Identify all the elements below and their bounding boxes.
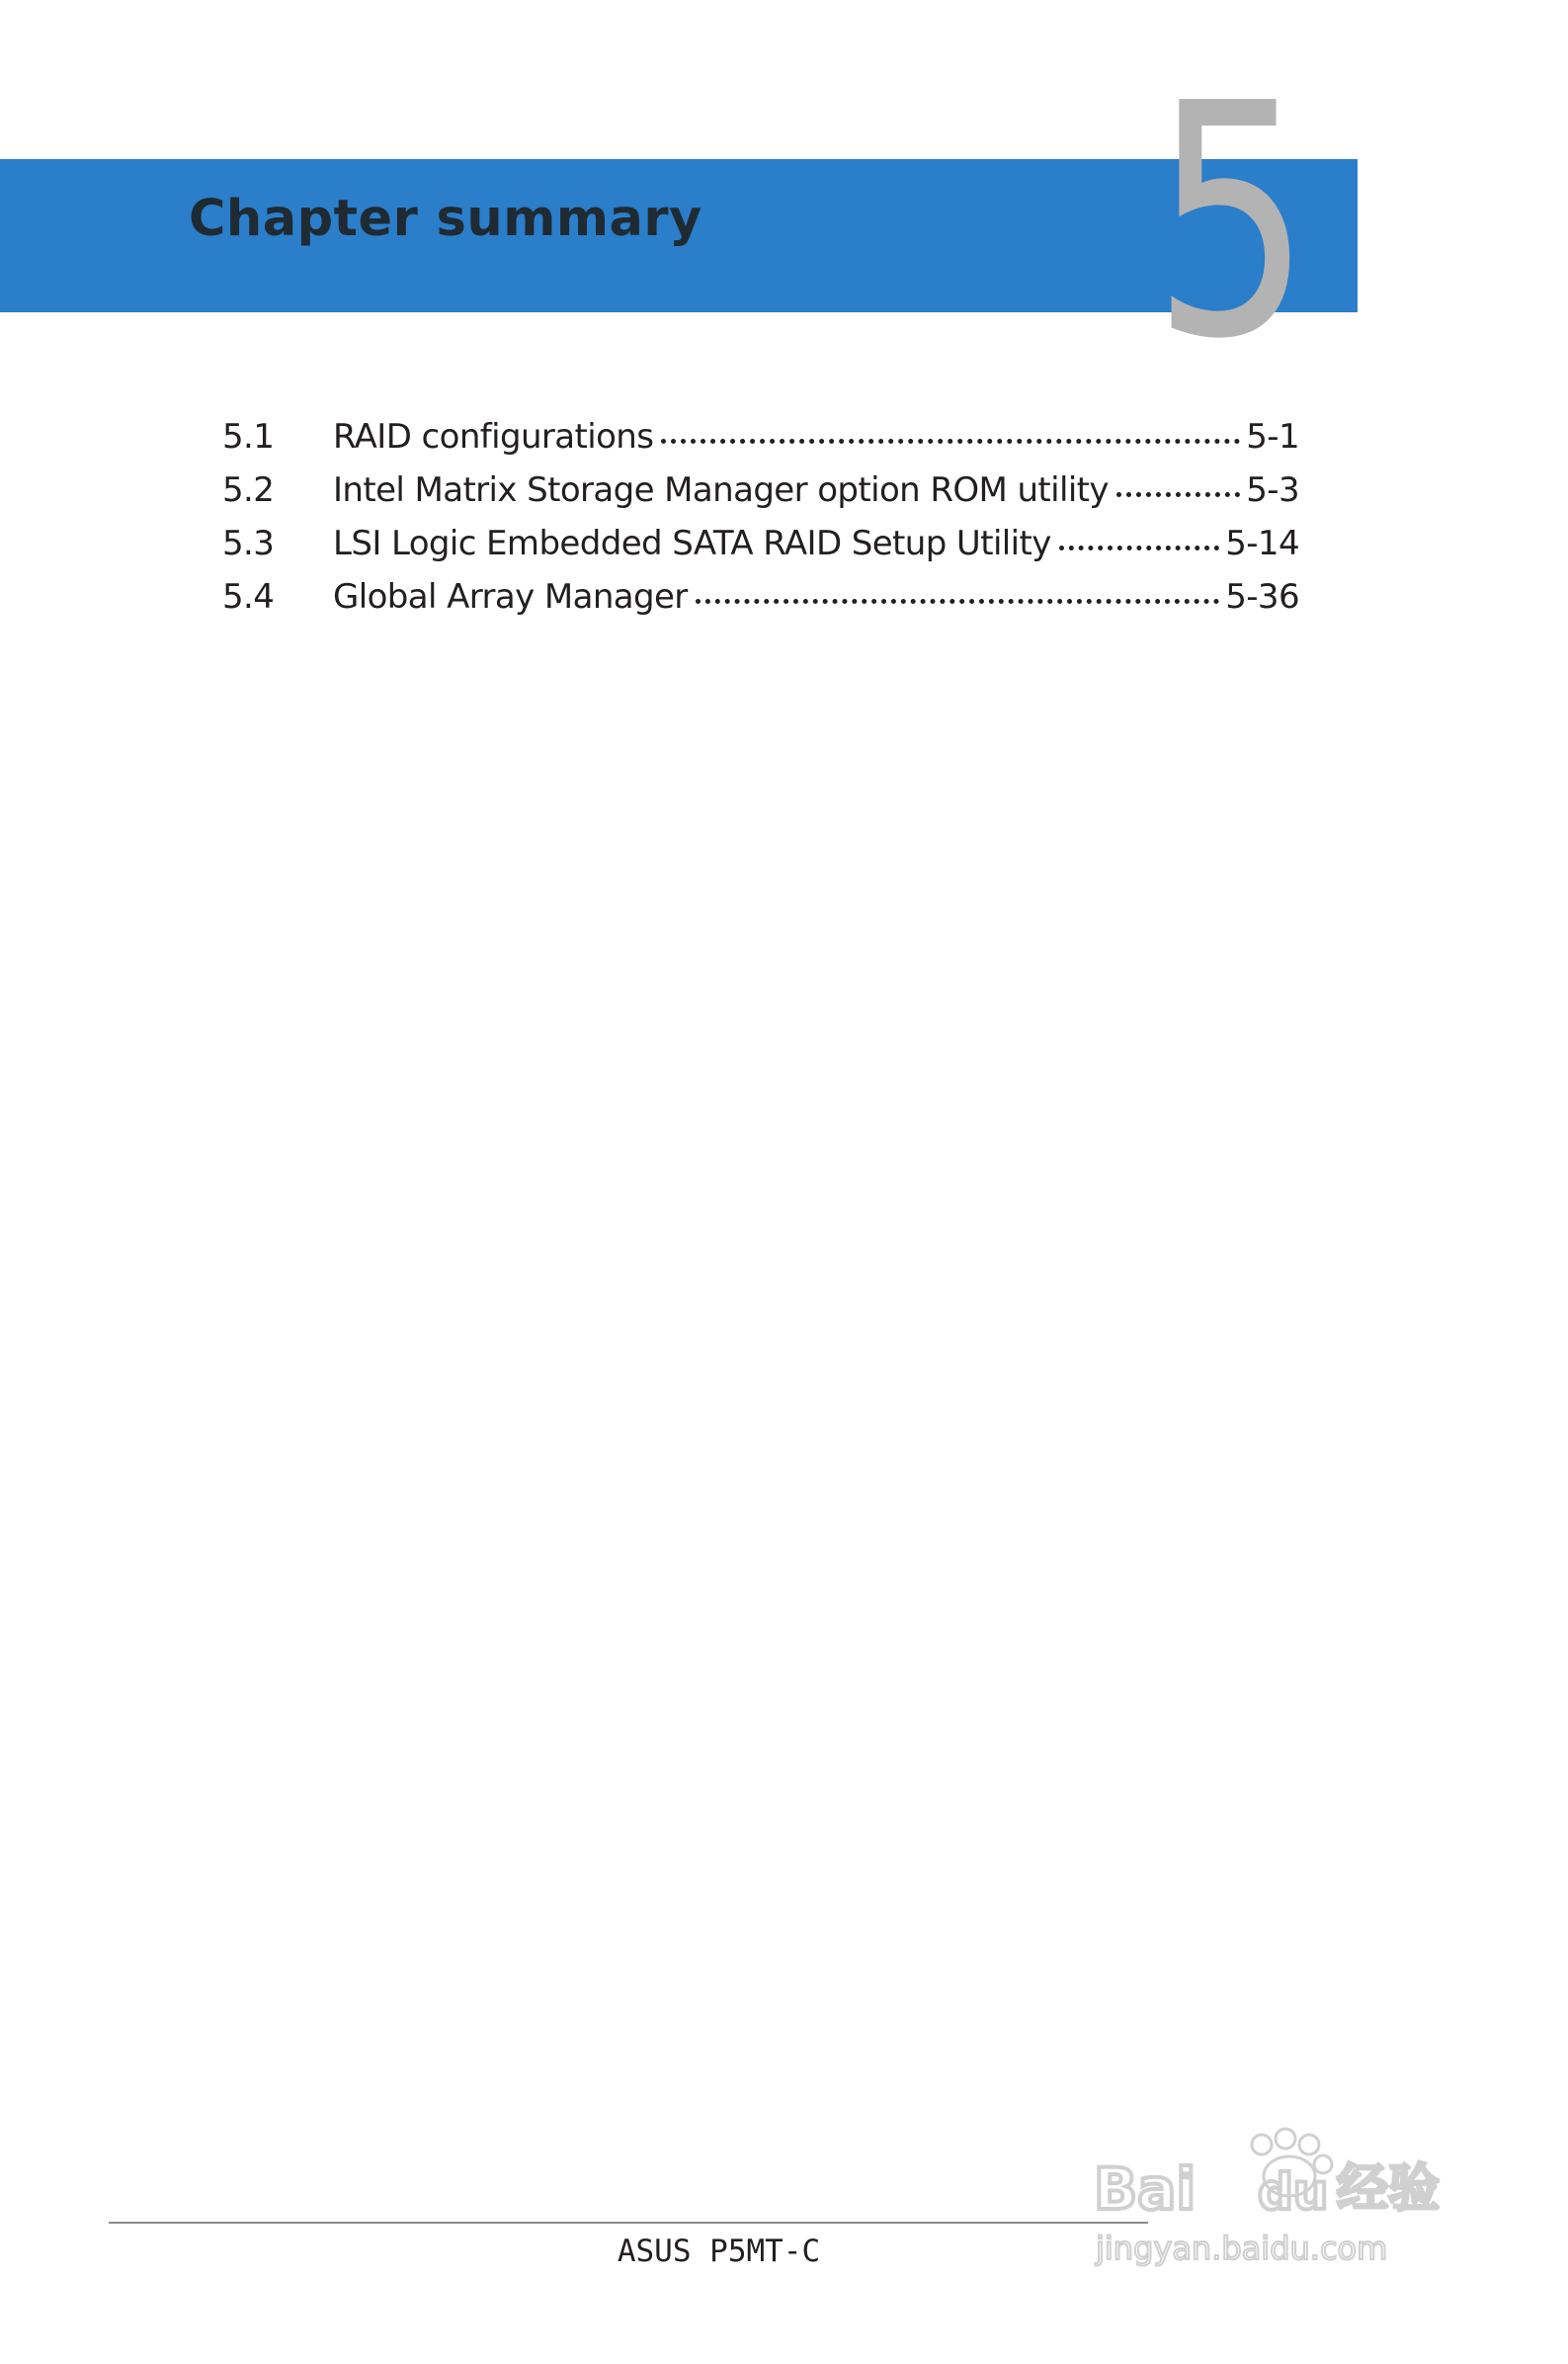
- toc-section-title: Global Array Manager: [333, 577, 688, 617]
- toc-section-number: 5.1: [222, 417, 275, 457]
- chapter-number: 5: [1152, 35, 1312, 409]
- toc-dot-leader: [696, 598, 1220, 604]
- svg-text:du: du: [1258, 2163, 1329, 2221]
- toc-section-number: 5.4: [222, 577, 275, 617]
- toc-dot-leader: [1116, 491, 1240, 497]
- toc-section-number: 5.2: [222, 470, 275, 510]
- toc-section-number: 5.3: [222, 524, 275, 563]
- footer-product-name: ASUS P5MT-C: [617, 2234, 821, 2269]
- toc-section-title: Intel Matrix Storage Manager option ROM utility: [333, 470, 1109, 510]
- svg-text:经验: 经验: [1337, 2159, 1441, 2219]
- baidu-jingyan-watermark-logo: [1092, 2115, 1487, 2273]
- toc-page-number: 5-1: [1246, 417, 1299, 457]
- table-of-contents: [222, 410, 1299, 624]
- toc-entry[interactable]: [222, 410, 1299, 464]
- footer-rule: [109, 2222, 1148, 2224]
- svg-text:jingyan.baidu.com: jingyan.baidu.com: [1096, 2230, 1388, 2267]
- chapter-title: Chapter summary: [189, 190, 702, 248]
- toc-entry[interactable]: [222, 570, 1299, 624]
- toc-dot-leader: [1059, 545, 1219, 550]
- svg-text:Bai: Bai: [1094, 2155, 1197, 2223]
- toc-dot-leader: [661, 438, 1240, 444]
- toc-page-number: 5-3: [1246, 470, 1299, 510]
- toc-page-number: 5-14: [1225, 524, 1299, 563]
- toc-page-number: 5-36: [1225, 577, 1299, 617]
- toc-section-title: LSI Logic Embedded SATA RAID Setup Utility: [333, 524, 1051, 563]
- toc-entry[interactable]: [222, 517, 1299, 570]
- toc-entry[interactable]: [222, 464, 1299, 517]
- toc-section-title: RAID configurations: [333, 417, 654, 457]
